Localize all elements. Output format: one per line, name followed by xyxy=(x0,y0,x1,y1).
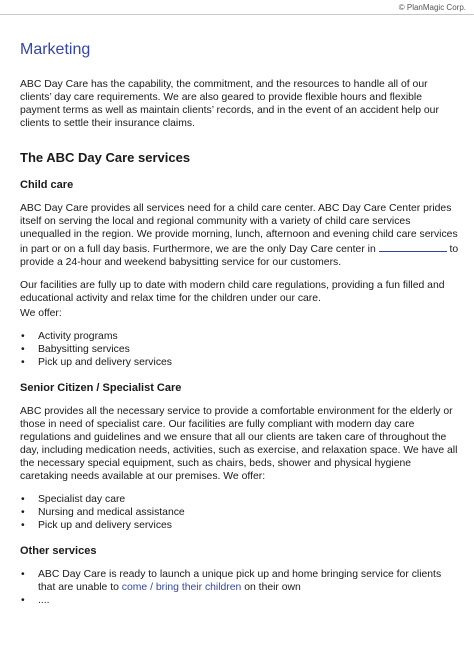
services-heading: The ABC Day Care services xyxy=(20,150,191,165)
other-services-heading: Other services xyxy=(20,545,97,557)
other-services-list xyxy=(20,568,460,607)
list-item: • Pick up and delivery services xyxy=(20,519,460,532)
senior-care-list xyxy=(20,493,460,532)
copyright-notice: © PlanMagic Corp. xyxy=(398,3,466,12)
list-item: • Babysitting services xyxy=(20,343,460,356)
child-care-list xyxy=(20,330,460,369)
page-title: Marketing xyxy=(20,41,91,58)
list-item: • Pick up and delivery services xyxy=(20,356,460,369)
child-care-paragraph-1 xyxy=(20,202,460,269)
header-rule xyxy=(0,14,474,15)
child-care-text-before-blank: ABC Day Care provides all services need for a child care center. ABC Day Care Center prides itself on serving the local and regional community with a variety of child care services unequalled in the region. We provide morning, lunch, afternoon and evening child care services in part or on a full day basis. Furthermore, we are the only Day Care center in xyxy=(20,203,458,255)
document-body xyxy=(20,40,460,619)
list-item xyxy=(20,568,460,594)
child-care-heading: Child care xyxy=(20,179,74,191)
list-item: • .... xyxy=(20,594,460,607)
list-item: • Activity programs xyxy=(20,330,460,343)
fill-in-blank[interactable] xyxy=(379,241,447,252)
other-services-text-before: ABC Day Care is ready to launch a unique pick up and home bringing service for clients that are unable to xyxy=(38,569,442,593)
list-item: • Specialist day care xyxy=(20,493,460,506)
senior-care-paragraph: ABC provides all the necessary service to provide a comfortable environment for the elderly or those in need of specialist care. Our facilities are fully compliant with modern day care regulations and guidelines and we ensure that all our clients are taken care of throughout the day, including medication needs, activities, such as exercise, and relaxation space. We have all the necessary special equipment, such as chairs, beds, shower and physical hygiene caretaking needs available at our premises. We offer: xyxy=(20,406,458,482)
child-care-text-after-blank: to provide a 24-hour and weekend babysitting service for our customers. xyxy=(20,244,459,268)
other-services-text-after: on their own xyxy=(244,582,301,593)
child-care-paragraph-2: Our facilities are fully up to date with modern child care regulations, providing a fun filled and educational activity and relax time for the children under our care. xyxy=(20,280,445,304)
highlighted-phrase: come / bring their children xyxy=(121,582,242,593)
senior-care-heading: Senior Citizen / Specialist Care xyxy=(20,382,182,394)
intro-paragraph: ABC Day Care has the capability, the commitment, and the resources to handle all of our clients’ day care requirements. We are also geared to provide flexible hours and flexible payment terms as well as maintain clients’ records, and in the event of an accident help our clients to settle their insurance claims. xyxy=(20,79,439,129)
child-care-we-offer: We offer: xyxy=(20,308,62,319)
list-item: • Nursing and medical assistance xyxy=(20,506,460,519)
